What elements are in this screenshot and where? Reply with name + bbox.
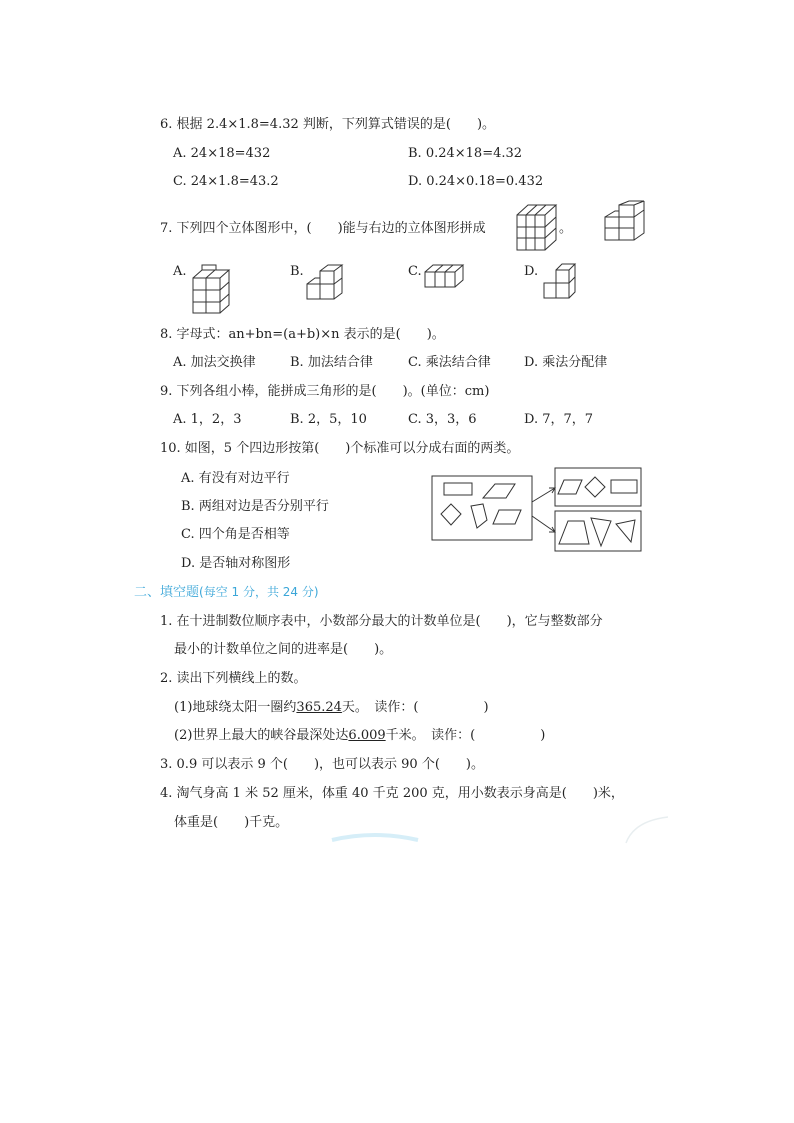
q9-option-c: C. 3，3，6 (408, 412, 477, 427)
f4-line2: 体重是( )千克。 (174, 815, 289, 830)
q6-option-c: C. 24×1.8=43.2 (173, 174, 279, 189)
f2-item1 (174, 701, 489, 714)
q6-option-a: A. 24×18=432 (173, 146, 271, 161)
q7-option-d-shape (543, 263, 577, 299)
f1-line1: 1. 在十进制数位顺序表中，小数部分最大的计数单位是( )，它与整数部分 (160, 614, 603, 629)
q9-option-d: D. 7，7，7 (524, 412, 594, 427)
q10-stem: 10. 如图，5 个四边形按第( )个标准可以分成右面的两类。 (160, 441, 520, 456)
section2-subtitle: (每空 1 分，共 24 分) (199, 585, 319, 599)
q9-option-b: B. 2，5，10 (290, 412, 367, 427)
decorative-wave (330, 830, 420, 844)
q7-option-b: B. (290, 264, 304, 279)
q10-option-d: D. 是否轴对称图形 (181, 556, 291, 571)
q9-option-a: A. 1，2，3 (173, 412, 242, 427)
q6-option-b: B. 0.24×18=4.32 (408, 146, 523, 161)
f2-item1-post: 天。 读作：( ) (341, 700, 489, 715)
f3-line: 3. 0.9 可以表示 9 个( )，也可以表示 90 个( )。 (160, 757, 484, 772)
f2-item2 (174, 729, 545, 742)
q7-option-c-shape (424, 264, 464, 288)
q7-reference-shape (604, 200, 646, 242)
q8-stem: 8. 字母式：an+bn=(a+b)×n 表示的是( )。 (160, 327, 445, 342)
f2-item2-pre: (2)世界上最大的峡谷最深处达 (174, 728, 349, 743)
decorative-arc (620, 815, 670, 845)
q6-option-d: D. 0.24×0.18=0.432 (408, 174, 544, 189)
q7-option-b-shape (306, 264, 344, 300)
section2-header (134, 586, 319, 599)
section2-title: 二、填空题 (134, 585, 200, 600)
q8-option-a: A. 加法交换律 (173, 355, 256, 370)
q7-target-cube-stack (516, 203, 558, 251)
q10-option-a: A. 有没有对边平行 (181, 471, 290, 486)
q7-option-a-shape (192, 264, 230, 314)
q6-stem: 6. 根据 2.4×1.8=4.32 判断，下列算式错误的是( )。 (160, 117, 496, 132)
q8-option-d: D. 乘法分配律 (524, 355, 608, 370)
f4-line1: 4. 淘气身高 1 米 52 厘米，体重 40 千克 200 克，用小数表示身高是( )米， (160, 786, 624, 801)
q10-option-c: C. 四个角是否相等 (181, 527, 290, 542)
q7-option-d: D. (524, 264, 539, 279)
q8-option-c: C. 乘法结合律 (408, 355, 491, 370)
f2-item1-pre: (1)地球绕太阳一圈约 (174, 700, 297, 715)
q7-option-a: A. (173, 264, 187, 279)
f1-line2: 最小的计数单位之间的进率是( )。 (174, 642, 393, 657)
f2-item1-number: 365.24 (296, 700, 342, 715)
f2-item2-number: 6.009 (348, 728, 386, 743)
q7-option-c: C. (408, 264, 422, 279)
f2-item2-post: 千米。 读作：( ) (385, 728, 546, 743)
q8-option-b: B. 加法结合律 (290, 355, 373, 370)
f2-stem: 2. 读出下列横线上的数。 (160, 671, 307, 686)
q10-option-b: B. 两组对边是否分别平行 (181, 499, 329, 514)
q7-stem-end: 。 (559, 221, 573, 236)
q9-stem: 9. 下列各组小棒，能拼成三角形的是( )。(单位：cm) (160, 384, 490, 399)
q10-classification-diagram (431, 466, 643, 552)
q7-stem: 7. 下列四个立体图形中，( )能与右边的立体图形拼成 (160, 221, 486, 236)
